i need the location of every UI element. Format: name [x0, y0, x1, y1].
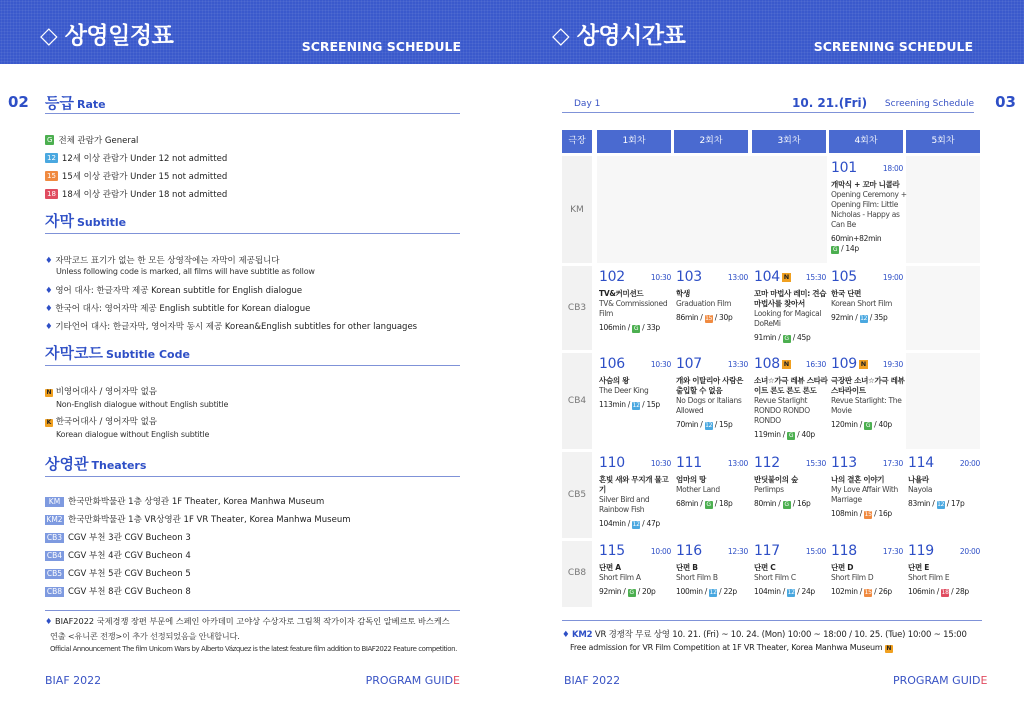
screening-103[interactable] — [676, 269, 752, 323]
screening-title-en: Short Film A — [599, 573, 641, 582]
notice-kr-1: ♦ BIAF2022 국제경쟁 장편 부문에 스페인 아카데미 고야상 수상자로 그림책 작가이자 감독인 알베르토 바스케스 — [45, 616, 450, 626]
page-text: / 47p — [642, 519, 660, 528]
runtime-text: 104min / — [599, 519, 630, 528]
date-label: 10. 21.(Fri) — [792, 96, 868, 110]
theater-text-km: 한국만화박물관 1층 상영관 1F Theater, Korea Manhwa Museum — [68, 497, 325, 507]
col-header-2: 2회차 — [674, 130, 748, 153]
screening-time: 19:30 — [882, 360, 903, 369]
screening-runtime — [831, 234, 907, 254]
left-header — [0, 0, 512, 64]
screening-109[interactable] — [831, 356, 907, 430]
subtitle-line-2: ♦ 영어 대사: 한글자막 제공 Korean subtitle for English dialogue — [45, 286, 303, 296]
page-text: / 15p — [642, 400, 660, 409]
subtitle-line-3-text: 한국어 대사: 영어자막 제공 English subtitle for Korean dialogue — [55, 304, 311, 314]
code-k-item — [45, 415, 157, 427]
code-n-badge: N — [783, 273, 789, 281]
screening-title-kr: 단편 C — [754, 563, 776, 572]
theater-cb5 — [45, 567, 191, 579]
screening-runtime — [676, 313, 752, 323]
screening-time: 13:00 — [727, 459, 748, 468]
screening-number: 110 — [599, 455, 625, 471]
theater-code-cb5: CB5 — [46, 569, 63, 578]
screening-time: 16:30 — [805, 360, 826, 369]
screening-110[interactable] — [599, 455, 675, 529]
runtime-text: 113min / — [599, 400, 630, 409]
screening-title-en: Opening Ceremony + Opening Film: Little Nicholas - Happy as Can Be — [831, 190, 907, 229]
col-header-5: 5회차 — [906, 130, 980, 153]
screening-runtime — [754, 333, 830, 343]
code-n-badge: N — [783, 360, 789, 368]
page-text: / 28p — [951, 587, 969, 596]
screening-runtime — [754, 430, 830, 440]
runtime-text: 108min / — [831, 509, 862, 518]
page-text: / 16p — [792, 499, 811, 508]
screening-time: 13:30 — [727, 360, 748, 369]
rate-title-kr: 등급 — [45, 94, 74, 112]
subtitle-code-title-kr: 자막코드 — [45, 344, 103, 362]
runtime-text: 102min / — [831, 587, 862, 596]
screening-runtime — [908, 587, 984, 597]
runtime-text: 68min / — [676, 499, 703, 508]
screening-title-kr: 사슴의 왕 — [599, 376, 630, 385]
screening-number: 104 — [754, 269, 780, 285]
screening-number: 106 — [599, 356, 625, 372]
subtitle-code-title-en: Subtitle Code — [105, 348, 190, 361]
code-k-kr: 한국어대사 / 영어자막 없음 — [55, 417, 157, 427]
left-footer-guide-b: E — [453, 674, 460, 687]
screening-runtime — [676, 499, 752, 509]
screening-runtime — [831, 420, 907, 430]
screening-runtime — [754, 499, 830, 509]
page-text: / 40p — [874, 420, 892, 429]
page-text: / 17p — [946, 499, 965, 508]
runtime-text: 106min / — [908, 587, 939, 596]
left-page-number: 02 — [8, 93, 29, 111]
screening-number: 111 — [676, 455, 702, 471]
screening-number: 118 — [831, 543, 857, 559]
theater-text-km2: 한국만화박물관 1층 VR상영관 1F VR Theater, Korea Manhwa Museum — [68, 515, 351, 525]
theaters-title-kr: 상영관 — [45, 455, 89, 473]
rate-text-12: 12세 이상 관람가 Under 12 not admitted — [61, 154, 228, 164]
runtime-text: 83min / — [908, 499, 935, 508]
right-footer-brand: BIAF 2022 — [564, 674, 621, 687]
theater-cb8 — [45, 585, 191, 597]
screening-time: 10:30 — [650, 360, 671, 369]
row-bg-cb3-empty-5 — [906, 266, 980, 350]
subtitle-line-4: ♦ 기타언어 대사: 한글자막, 영어자막 동시 제공 Korean&English subtitles for other languages — [45, 322, 418, 332]
page-text: / 14p — [841, 244, 859, 253]
screening-title-en: Korean Short Film — [831, 299, 893, 308]
rate-badge: 15 — [864, 589, 872, 596]
screening-112[interactable] — [754, 455, 830, 509]
rate-badge: G — [784, 335, 789, 342]
rate-badge: G — [706, 501, 711, 508]
rate-badge-18: 18 — [47, 190, 56, 198]
screening-number: 101 — [831, 160, 857, 176]
rate-badge: 12 — [632, 521, 640, 528]
theaters-title-en: Theaters — [91, 459, 147, 472]
theater-text-cb5: CGV 부천 5관 CGV Bucheon 5 — [68, 569, 191, 579]
runtime-text: 92min / — [599, 587, 626, 596]
vr-note-badge: N — [886, 645, 892, 652]
theater-text-cb4: CGV 부천 4관 CGV Bucheon 4 — [68, 551, 191, 561]
screening-117[interactable] — [754, 543, 830, 597]
screening-105[interactable] — [831, 269, 907, 323]
theater-km2 — [45, 513, 350, 525]
runtime-text: 91min / — [754, 333, 781, 342]
rate-badge: 12 — [632, 402, 640, 409]
screening-time: 20:00 — [959, 547, 980, 556]
screening-runtime — [831, 509, 907, 519]
right-footer-guide — [893, 674, 987, 687]
screening-number: 112 — [754, 455, 780, 471]
screening-title-en: No Dogs or Italians Allowed — [676, 396, 742, 415]
rate-badge-15: 15 — [47, 172, 56, 180]
theater-cb3 — [45, 531, 191, 543]
venue-cb5: CB5 — [567, 490, 587, 500]
screening-title-kr: 나욜라 — [908, 475, 929, 484]
screening-title-kr: 한국 단편 — [831, 289, 862, 298]
col-header-3: 3회차 — [752, 130, 826, 153]
rate-item-15 — [45, 170, 227, 182]
rate-item-12 — [45, 152, 227, 164]
screening-title-kr: 엄마의 땅 — [676, 475, 707, 484]
theater-text-cb8: CGV 부천 8관 CGV Bucheon 8 — [68, 587, 191, 597]
subtitle-line-2-text: 영어 대사: 한글자막 제공 Korean subtitle for English dialogue — [55, 286, 303, 296]
screening-115[interactable] — [599, 543, 675, 597]
screening-title-en: Short Film D — [831, 573, 874, 582]
screening-time: 10:00 — [650, 547, 671, 556]
rate-badge: 15 — [864, 511, 872, 518]
screening-title-en: Short Film E — [908, 573, 950, 582]
notice-en: Official Announcement The film Unicorn Wars by Alberto Vázquez is the latest feature film addition to BIAF2022 Feature competition. — [50, 645, 457, 653]
left-header-title: ◇ 상영일정표 — [40, 23, 174, 49]
col-header-1: 1회차 — [597, 130, 671, 153]
code-n-en: Non-English dialogue without English subtitle — [56, 400, 229, 409]
screening-number: 108 — [754, 356, 780, 372]
screening-number: 116 — [676, 543, 702, 559]
page-text: / 20p — [637, 587, 656, 596]
right-header-subtitle: SCREENING SCHEDULE — [813, 39, 973, 54]
right-header — [512, 0, 1024, 64]
runtime-text: 100min / — [676, 587, 707, 596]
rate-badge: 12 — [709, 589, 717, 596]
screening-title-en: My Love Affair With Marriage — [831, 485, 898, 504]
rate-badge: G — [629, 589, 634, 596]
code-n-badge: N — [46, 389, 52, 396]
screening-runtime — [599, 323, 675, 333]
screening-title-en: Mother Land — [676, 485, 720, 494]
screening-101[interactable] — [831, 160, 907, 254]
screening-114[interactable] — [908, 455, 984, 509]
screening-time: 17:30 — [882, 547, 903, 556]
rate-section-title — [45, 92, 460, 114]
day-label: Day 1 — [574, 99, 601, 109]
row-bg-km-empty-5 — [906, 156, 980, 263]
runtime-text: 70min / — [676, 420, 703, 429]
rate-badge: 15 — [705, 315, 713, 322]
subtitle-line-3: ♦ 한국어 대사: 영어자막 제공 English subtitle for Korean dialogue — [45, 304, 311, 314]
screening-title-en: Short Film C — [754, 573, 796, 582]
page-text: / 26p — [874, 587, 892, 596]
runtime-text: 92min / — [831, 313, 858, 322]
screening-title-en: Graduation Film — [676, 299, 732, 308]
theater-code-cb4: CB4 — [46, 551, 63, 560]
runtime-text: 106min / — [599, 323, 630, 332]
code-n-kr: 비영어대사 / 영어자막 없음 — [55, 387, 157, 397]
rate-text-18: 18세 이상 관람가 Under 18 not admitted — [61, 190, 228, 200]
runtime-text: 86min / — [676, 313, 703, 322]
right-footer-guide-b: E — [980, 674, 988, 687]
right-header-title: ◇ 상영시간표 — [552, 23, 686, 49]
subtitle-section-title — [45, 210, 460, 234]
screening-107[interactable] — [676, 356, 752, 430]
screening-runtime — [676, 587, 752, 597]
right-note-divider — [562, 620, 982, 621]
venue-cb4: CB4 — [567, 396, 587, 406]
screening-title-kr: 개와 이탈리아 사람은 출입할 수 없음 — [676, 376, 744, 395]
subtitle-title-en: Subtitle — [76, 216, 127, 229]
screening-number: 107 — [676, 356, 702, 372]
page-text: / 24p — [797, 587, 815, 596]
screening-title-kr: 반딧불이의 숲 — [754, 475, 798, 484]
screening-time: 13:00 — [727, 273, 748, 282]
theater-code-cb8: CB8 — [46, 587, 63, 596]
screening-102[interactable] — [599, 269, 675, 333]
screening-runtime — [599, 587, 675, 597]
screening-number: 105 — [831, 269, 857, 285]
subtitle-line-1-text: 자막코드 표기가 없는 한 모든 상영작에는 자막이 제공됩니다 — [55, 256, 280, 266]
screening-runtime — [599, 519, 675, 529]
code-k-badge: K — [46, 419, 52, 426]
screening-title-en: Short Film B — [676, 573, 718, 582]
notice-kr-2: 연출 <유니콘 전쟁>이 추가 선정되었음을 안내합니다. — [50, 631, 240, 641]
screening-title-en: Perlimps — [754, 485, 784, 494]
rate-badge: G — [832, 246, 838, 253]
screening-title-en: The Deer King — [599, 386, 649, 395]
vr-note-code: KM2 — [571, 630, 593, 640]
screening-title-kr: 개막식 + 꼬마 니콜라 — [831, 180, 900, 189]
right-page-number: 03 — [995, 93, 1016, 111]
screening-time: 17:30 — [882, 459, 903, 468]
runtime-text: 119min / — [754, 430, 785, 439]
screening-title-en: Silver Bird and Rainbow Fish — [599, 495, 650, 514]
subtitle-title-kr: 자막 — [45, 212, 74, 230]
screening-number: 119 — [908, 543, 934, 559]
screening-time: 15:30 — [805, 459, 826, 468]
theater-code-km: KM — [45, 497, 64, 507]
rate-badge: G — [784, 501, 789, 508]
page-text: / 15p — [714, 420, 733, 429]
rate-badge-g: G — [47, 136, 53, 144]
screening-113[interactable] — [831, 455, 907, 519]
screening-118[interactable] — [831, 543, 907, 597]
rate-badge: 18 — [941, 589, 949, 596]
code-n-badge: N — [860, 360, 866, 368]
page-text: / 30p — [714, 313, 733, 322]
vr-note-kr: ♦ KM2 VR 경쟁작 무료 상영 10. 21. (Fri) ~ 10. 24. (Mon) 10:00 ~ 18:00 / 10. 25. (Tue) 10:00 ~ 15:00 — [562, 630, 967, 640]
screening-time: 12:30 — [727, 547, 748, 556]
screening-time: 19:00 — [882, 273, 903, 282]
subtitle-code-section-title — [45, 342, 460, 366]
screening-title-kr: 소녀☆가극 레뷰 스타라이트 론도 론도 론도 — [754, 376, 828, 395]
schedule-label: Screening Schedule — [884, 99, 974, 109]
runtime-text: 120min / — [831, 420, 862, 429]
screening-title-kr: 단편 B — [676, 563, 698, 572]
theater-km — [45, 495, 324, 507]
screening-time: 10:30 — [650, 459, 671, 468]
screening-title-en: Nayola — [908, 485, 933, 494]
screening-title-kr: 단편 D — [831, 563, 854, 572]
screening-title-en: Revue Starlight: The Movie — [831, 396, 902, 415]
screening-runtime — [754, 587, 830, 597]
screening-title-kr: 단편 A — [599, 563, 621, 572]
rate-badge-12: 12 — [47, 154, 56, 162]
screening-104[interactable] — [754, 269, 830, 343]
row-bg-km-empty — [597, 156, 827, 263]
screening-runtime — [831, 587, 907, 597]
rate-badge: G — [788, 432, 794, 439]
code-n-item — [45, 385, 157, 397]
code-k-en: Korean dialogue without English subtitle — [56, 430, 210, 439]
screening-time: 15:00 — [805, 547, 826, 556]
rate-badge: 12 — [937, 501, 945, 508]
screening-title-kr: 흔빛 새와 무지개 물고기 — [599, 475, 669, 494]
vr-note-en — [570, 643, 893, 653]
screening-119[interactable] — [908, 543, 984, 597]
screening-number: 114 — [908, 455, 934, 471]
screening-runtime — [831, 313, 907, 323]
subtitle-line-1: ♦ 자막코드 표기가 없는 한 모든 상영작에는 자막이 제공됩니다 — [45, 256, 280, 266]
subtitle-line-4-text: 기타언어 대사: 한글자막, 영어자막 동시 제공 Korean&English subtitles for other languages — [55, 322, 418, 332]
rate-badge: 12 — [787, 589, 795, 596]
screening-number: 102 — [599, 269, 625, 285]
rate-title-en: Rate — [76, 98, 106, 111]
screening-title-en: Looking for Magical DoReMi — [754, 309, 822, 328]
page-text: / 22p — [719, 587, 737, 596]
subtitle-line-1-en: Unless following code is marked, all films will have subtitle as follow — [56, 267, 315, 276]
screening-108[interactable] — [754, 356, 830, 440]
page-text: / 45p — [792, 333, 811, 342]
page-text: / 18p — [714, 499, 733, 508]
screening-106[interactable] — [599, 356, 675, 410]
rate-item-g — [45, 134, 138, 146]
day-row — [562, 93, 974, 113]
screening-title-kr: TV&커미션드 — [599, 289, 644, 298]
row-bg-cb4-empty-5 — [906, 353, 980, 449]
screening-number: 109 — [831, 356, 857, 372]
left-header-subtitle: SCREENING SCHEDULE — [301, 39, 461, 54]
vr-note-en-text: Free admission for VR Film Competition at 1F VR Theater, Korea Manhwa Museum — [570, 643, 883, 652]
vr-note-kr-text: VR 경쟁작 무료 상영 10. 21. (Fri) ~ 10. 24. (Mon) 10:00 ~ 18:00 / 10. 25. (Tue) 10:00 ~ 15:00 — [594, 630, 967, 640]
theater-cb4 — [45, 549, 191, 561]
screening-runtime — [908, 499, 984, 509]
theater-code-km2: KM2 — [46, 515, 63, 524]
screening-time: 10:30 — [650, 273, 671, 282]
screening-runtime — [676, 420, 752, 430]
col-header-4: 4회차 — [829, 130, 903, 153]
screening-number: 115 — [599, 543, 625, 559]
screening-title-kr: 나의 결혼 이야기 — [831, 475, 885, 484]
rate-badge: G — [633, 325, 639, 332]
theaters-section-title — [45, 453, 460, 477]
rate-badge: 12 — [860, 315, 868, 322]
runtime-text: 60min+82min — [831, 234, 882, 243]
screening-number: 117 — [754, 543, 780, 559]
screening-number: 113 — [831, 455, 857, 471]
screening-title-kr: 단편 E — [908, 563, 930, 572]
left-footer-guide-a: PROGRAM GUID — [365, 674, 454, 687]
runtime-text: 80min / — [754, 499, 781, 508]
screening-title-kr: 꼬마 마법사 레미: 견습 마법사를 찾아서 — [754, 289, 827, 308]
runtime-text: 104min / — [754, 587, 785, 596]
screening-111[interactable] — [676, 455, 752, 509]
rate-item-18 — [45, 188, 227, 200]
screening-title-en: Revue Starlight RONDO RONDO RONDO — [754, 396, 810, 425]
screening-time: 18:00 — [882, 164, 903, 173]
col-header-venue: 극장 — [562, 130, 592, 153]
rate-text-g: 전체 관람가 General — [58, 136, 139, 146]
theater-text-cb3: CGV 부천 3관 CGV Bucheon 3 — [68, 533, 191, 543]
screening-title-en: TV& Commissioned Film — [599, 299, 668, 318]
screening-number: 103 — [676, 269, 702, 285]
screening-time: 20:00 — [959, 459, 980, 468]
venue-cb3: CB3 — [567, 303, 587, 313]
rate-badge: G — [865, 422, 871, 429]
venue-cb8: CB8 — [567, 568, 587, 578]
page-text: / 40p — [797, 430, 815, 439]
left-footer-guide — [366, 674, 460, 687]
rate-text-15: 15세 이상 관람가 Under 15 not admitted — [61, 172, 228, 182]
venue-km: KM — [570, 205, 584, 215]
screening-time: 15:30 — [805, 273, 826, 282]
screening-116[interactable] — [676, 543, 752, 597]
rate-badge: 12 — [705, 422, 713, 429]
page-text: / 33p — [642, 323, 660, 332]
right-footer-guide-a: PROGRAM GUID — [893, 674, 981, 687]
notice-divider — [45, 610, 460, 611]
screening-title-kr: 학생 — [676, 289, 690, 298]
notice-kr-1-text: BIAF2022 국제경쟁 장편 부문에 스페인 아카데미 고야상 수상자로 그림책 작가이자 감독인 알베르토 바스케스 — [54, 616, 450, 626]
theater-code-cb3: CB3 — [46, 533, 63, 542]
left-footer-brand: BIAF 2022 — [45, 674, 102, 687]
page-text: / 35p — [869, 313, 888, 322]
screening-title-kr: 극장판 소녀☆가극 레뷰 스타라이트 — [831, 376, 905, 395]
screening-runtime — [599, 400, 675, 410]
page-text: / 16p — [874, 509, 892, 518]
